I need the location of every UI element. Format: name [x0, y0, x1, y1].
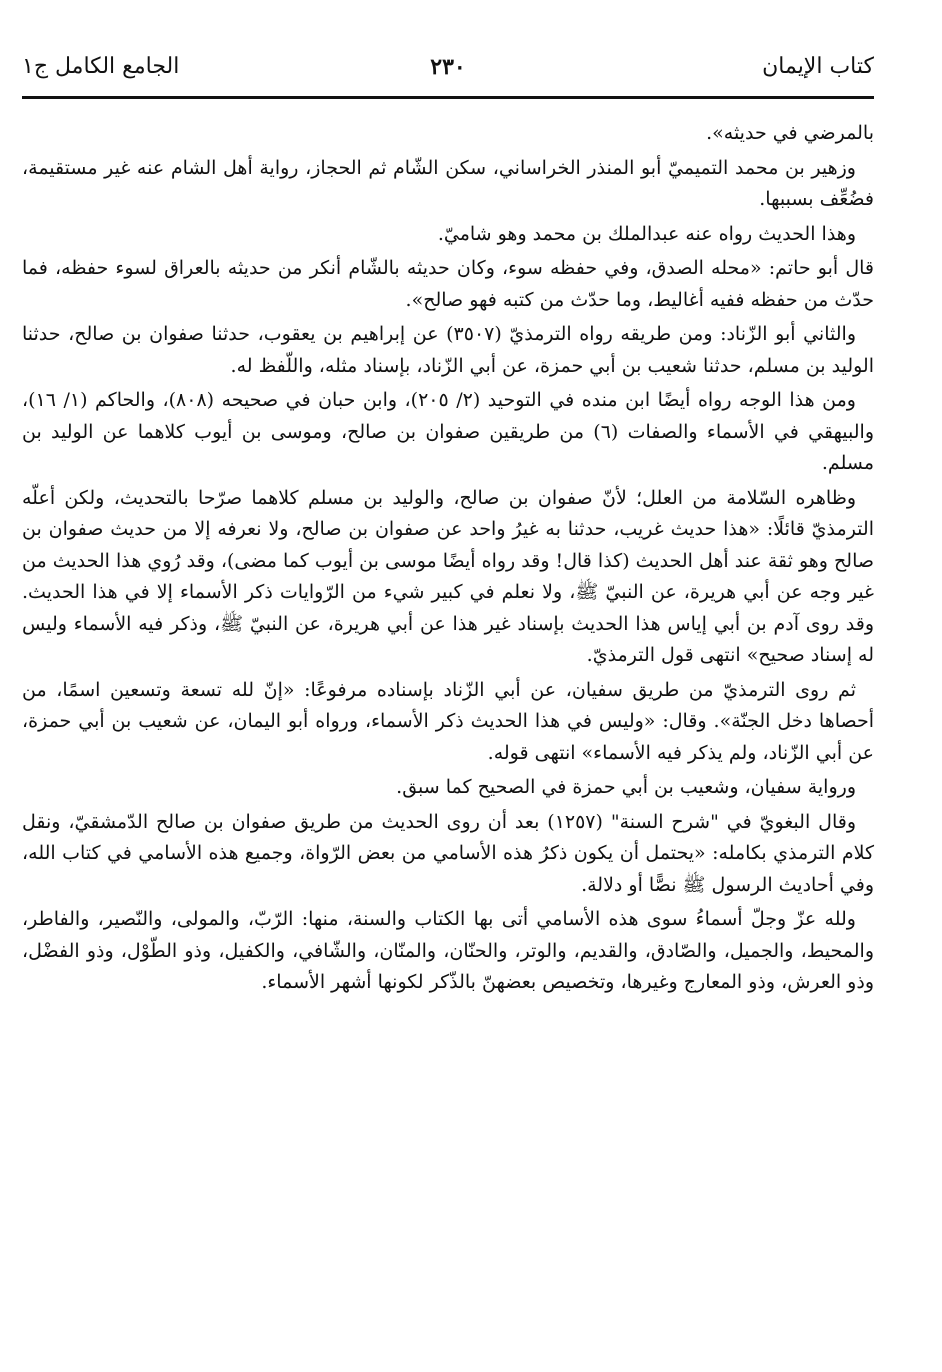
paragraph-4: قال أبو حاتم: «محله الصدق، وفي حفظه سوء، وكان حديثه بالشّام أنكر من حديثه بالعراق لسوء حفظه، فما حدّث من حفظه ففيه أغاليط، وما حدّث من كتبه فهو صالح». — [22, 257, 874, 311]
paragraph-3: وهذا الحديث رواه عنه عبدالملك بن محمد وهو شاميّ. — [437, 222, 856, 245]
running-title-chapter: كتاب الإيمان — [762, 54, 874, 79]
paragraph-5: والثاني أبو الزّناد: ومن طريقه رواه الترمذيّ (٣٥٠٧) عن إبراهيم بن يعقوب، حدثنا صفوان بن صالح، حدثنا الوليد بن مسلم، حدثنا شعيب بن أبي حمزة، عن أبي الزّناد، بإسناد مثله، واللّفظ له. — [22, 323, 874, 377]
paragraph-1: بالمرضي في حديثه». — [706, 122, 874, 144]
paragraph-8: ثم روى الترمذيّ من طريق سفيان، عن أبي الزّناد بإسناده مرفوعًا: «إنّ لله تسعة وتسعين اسمًا، من أحصاها دخل الجنّة». وقال: «وليس في هذا الحديث ذكر الأسماء، ورواه أبو اليمان، عن شعيب بن أبي حمزة، عن أبي الزّناد، ولم يذكر فيه الأسماء» انتهى قوله. — [22, 678, 874, 764]
page-header — [22, 54, 874, 96]
paragraph-7: وظاهره السّلامة من العلل؛ لأنّ صفوان بن صالح، والوليد بن مسلم كلاهما صرّحا بالتحديث، ولكن أعلّه الترمذيّ قائلًا: «هذا حديث غريب، حدثنا به غيرُ واحد عن صفوان بن صالح، ولا نعرفه إلا من حديث صفوان بن صالح وهو ثقة عند أهل الحديث (كذا قال! وقد رواه أيضًا موسى بن أيوب كما مضى)، وقد رُوي هذا الحديث من غير وجه عن أبي هريرة، عن النبيّ ﷺ، ولا نعلم في كبير شيء من الرّوايات ذكر الأسماء إلا في هذا الحديث. وقد روى آدم بن أبي إياس هذا الحديث بإسناد غير هذا عن أبي هريرة، عن النبيّ ﷺ، وذكر فيه الأسماء وليس له إسناد صحيح» انتهى قول الترمذيّ. — [22, 486, 874, 666]
paragraph-10: وقال البغويّ في "شرح السنة" (١٢٥٧) بعد أن روى الحديث من طريق صفوان بن صالح الدّمشقيّ، ونقل كلام الترمذي بكامله: «يحتمل أن يكون ذكرُ هذه الأسامي من بعض الرّواة، وجميع هذه الأسامي في كتاب الله، وفي أحاديث الرسول ﷺ نصًّا أو دلالة. — [22, 810, 874, 896]
page-body — [22, 118, 874, 1002]
header-rule — [22, 96, 874, 99]
paragraph-9: ورواية سفيان، وشعيب بن أبي حمزة في الصحيح كما سبق. — [396, 776, 856, 798]
running-title-book: الجامع الكامل ج١ — [22, 54, 180, 79]
paragraph-11: ولله عزّ وجلّ أسماءُ سوى هذه الأسامي أتى بها الكتاب والسنة، منها: الرّبّ، والمولى، والنّصير، والفاطر، والمحيط، والجميل، والصّادق، والقديم، والوتر، والحنّان، والمنّان، والشّافي، والكفيل، وذو الطّوْل، وذو الفضْل، وذو العرش، وذو المعارج وغيرها، وتخصيص بعضهنّ بالذّكر لكونها أشهر الأسماء. — [22, 908, 874, 993]
page-number: ٢٣٠ — [430, 54, 466, 80]
paragraph-2: وزهير بن محمد التميميّ أبو المنذر الخراساني، سكن الشّام ثم الحجاز، رواية أهل الشام عنه غير مستقيمة، فضُعِّف بسببها. — [22, 156, 874, 210]
paragraph-6: ومن هذا الوجه رواه أيضًا ابن منده في التوحيد (٢/ ٢٠٥)، وابن حبان في صحيحه (٨٠٨)، والحاكم (١/ ١٦)، والبيهقي في الأسماء والصفات (٦) من طريقين صفوان بن صالح، وموسى بن أيوب كلاهما عن الوليد بن مسلم. — [22, 389, 874, 474]
